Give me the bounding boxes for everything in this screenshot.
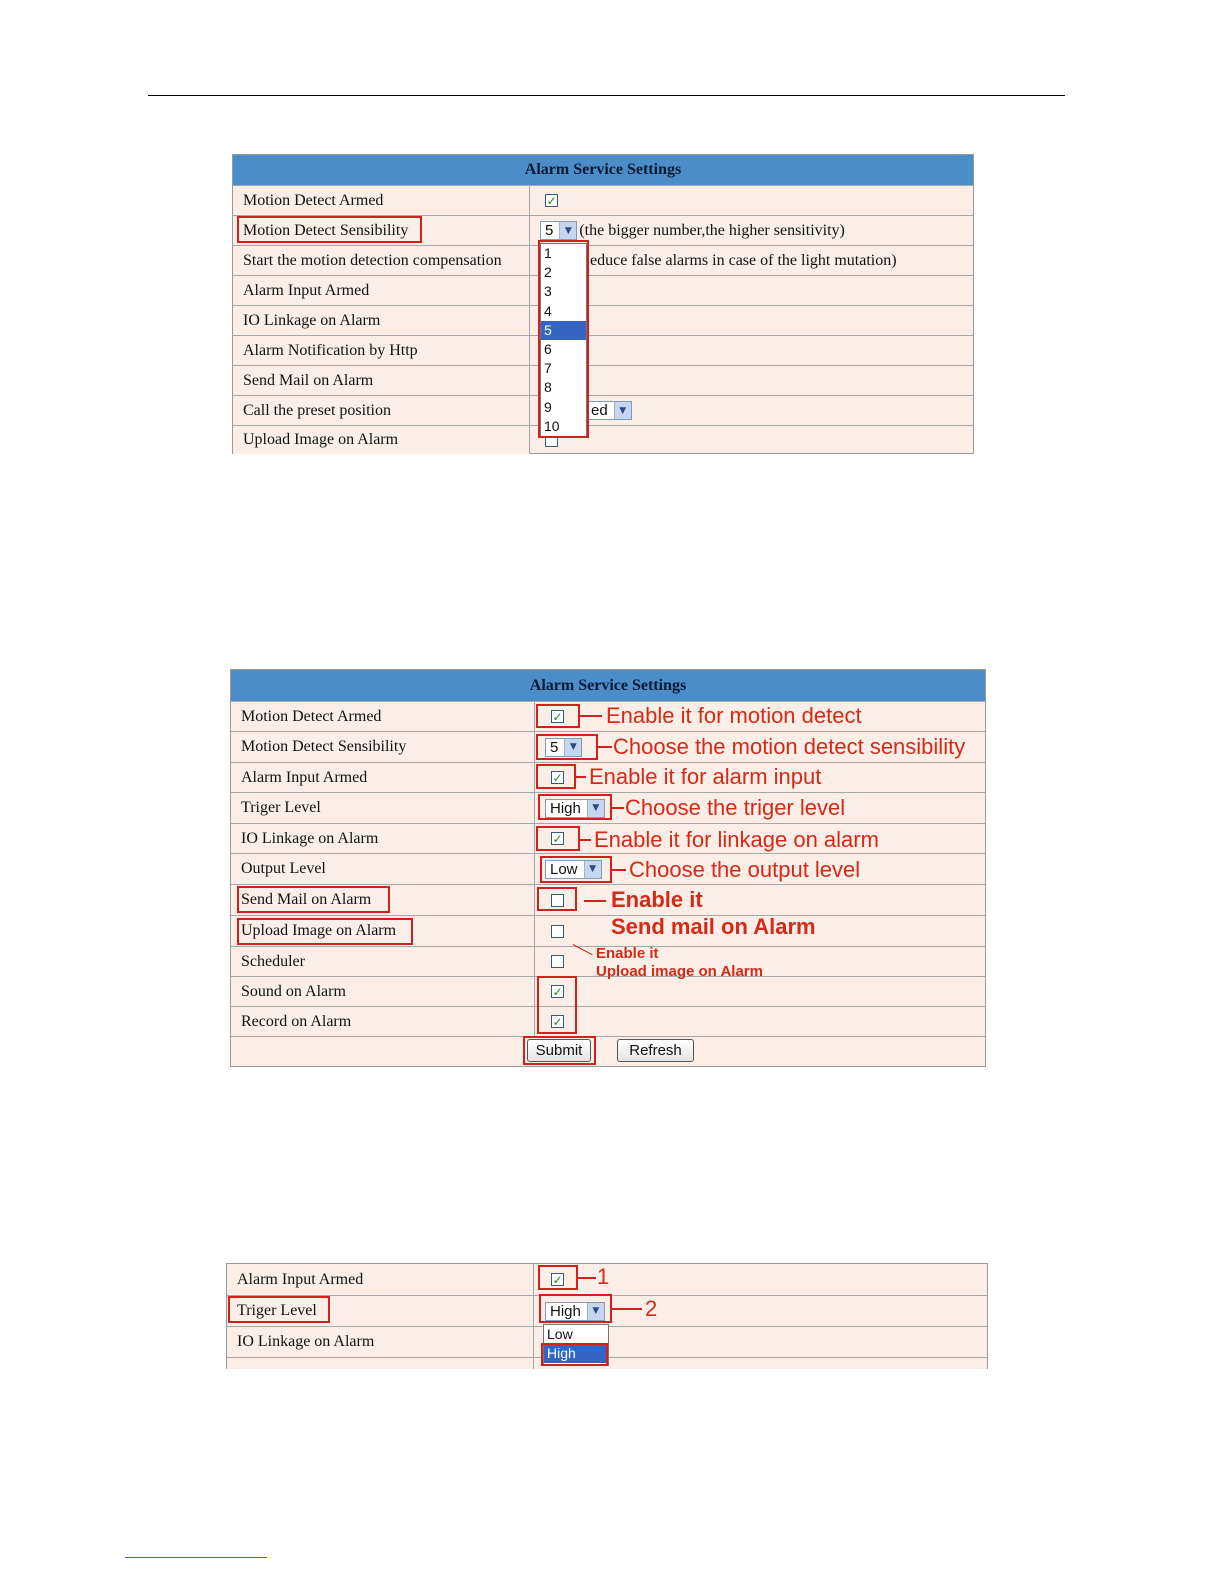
row-label: Triger Level: [231, 793, 535, 823]
highlight-box: [536, 826, 580, 851]
chevron-down-icon: ▼: [559, 222, 576, 239]
row-label: Output Level: [231, 854, 535, 884]
select-value: Low: [550, 860, 578, 878]
highlight-box: [541, 1343, 608, 1366]
select-value: ed: [591, 402, 608, 419]
row-label: Sound on Alarm: [231, 977, 535, 1006]
upload-image-checkbox[interactable]: [551, 925, 564, 938]
row-label: IO Linkage on Alarm: [231, 824, 535, 853]
row-label: Scheduler: [231, 947, 535, 976]
highlight-box: [537, 887, 577, 911]
highlight-box: [536, 764, 576, 789]
settings-row: [231, 976, 985, 1006]
dropdown-option[interactable]: 9: [544, 398, 552, 415]
chevron-down-icon: ▼: [614, 402, 631, 419]
settings-row: [231, 1006, 985, 1036]
highlight-box: [237, 918, 413, 945]
io-linkage-checkbox[interactable]: ✓: [552, 831, 563, 846]
highlight-box: [538, 794, 612, 820]
select-value: 5: [550, 738, 559, 756]
row-label: Alarm Input Armed: [231, 763, 535, 792]
highlight-box: [537, 976, 577, 1034]
row-label: Send Mail on Alarm: [233, 366, 530, 395]
annotation-text: Choose the motion detect sensibility: [613, 734, 966, 759]
alarm-settings-panel-1: [232, 154, 974, 454]
connector-line: [580, 839, 591, 841]
row-label: Alarm Input Armed: [233, 276, 530, 305]
settings-row: [233, 185, 973, 215]
dropdown-option-selected[interactable]: High: [544, 1344, 608, 1363]
row-label: Call the preset position: [233, 396, 530, 425]
row-label: Record on Alarm: [231, 1007, 535, 1036]
scheduler-checkbox[interactable]: [551, 955, 564, 968]
settings-row: [233, 335, 973, 365]
highlight-box: [536, 734, 598, 760]
annotation-text: Enable it for alarm input: [589, 764, 822, 789]
highlight-box: [228, 1296, 330, 1323]
connector-line: [578, 1277, 596, 1279]
dropdown-option[interactable]: 1: [544, 245, 552, 261]
dropdown-option[interactable]: 7: [544, 360, 552, 377]
select-value: High: [550, 799, 581, 817]
dropdown-option[interactable]: 8: [544, 379, 552, 396]
annotation-text: Upload image on Alarm: [596, 963, 763, 980]
row-label: Alarm Input Armed: [227, 1264, 534, 1295]
row-label: Motion Detect Armed: [233, 186, 530, 215]
row-label: Motion Detect Sensibility: [233, 216, 530, 245]
chevron-down-icon: ▼: [587, 800, 604, 817]
connector-line: [584, 900, 606, 902]
settings-row: [233, 365, 973, 395]
settings-row: [233, 245, 973, 275]
sensibility-note: (the bigger number,the higher sensitivity): [579, 221, 845, 239]
dropdown-option-selected[interactable]: 5: [541, 321, 586, 340]
settings-row: [233, 275, 973, 305]
motion-detect-armed-checkbox[interactable]: ✓: [552, 709, 563, 724]
row-label: Motion Detect Sensibility: [231, 732, 535, 762]
submit-button[interactable]: Submit: [527, 1039, 591, 1062]
sensibility-select[interactable]: [540, 221, 577, 240]
panel-title: Alarm Service Settings: [233, 155, 973, 185]
footer-rule: [125, 1557, 267, 1558]
row-label: Upload Image on Alarm: [233, 426, 530, 454]
highlight-box: [237, 886, 390, 913]
connector-line: [576, 776, 586, 778]
highlight-box: [523, 1036, 596, 1065]
row-label: Upload Image on Alarm: [231, 916, 535, 946]
connector-line: [612, 1308, 642, 1310]
row-label: Alarm Notification by Http: [233, 336, 530, 365]
chevron-down-icon: ▼: [564, 739, 581, 756]
header-rule: [148, 95, 1065, 96]
preset-select[interactable]: [588, 401, 632, 420]
annotation-text: Enable it: [596, 945, 659, 962]
record-on-alarm-checkbox[interactable]: ✓: [552, 1014, 563, 1029]
row-label: Start the motion detection compensation: [233, 246, 530, 275]
annotation-text: Enable it for motion detect: [606, 703, 862, 728]
highlight-box: [538, 1265, 578, 1290]
dropdown-option[interactable]: 4: [544, 302, 552, 319]
refresh-button[interactable]: Refresh: [617, 1039, 694, 1062]
annotation-text: Choose the output level: [629, 857, 861, 882]
compensation-note: educe false alarms in case of the light mutation): [590, 251, 897, 269]
row-label: IO Linkage on Alarm: [233, 306, 530, 335]
select-value: 5: [545, 222, 554, 239]
button-row: [231, 1036, 985, 1067]
highlight-box: [538, 240, 589, 438]
annotation-text: Enable it: [611, 887, 703, 912]
highlight-box: [540, 856, 612, 883]
chevron-down-icon: ▼: [587, 1303, 604, 1320]
row-label: Motion Detect Armed: [231, 702, 535, 731]
connector-line: [580, 715, 602, 717]
chevron-down-icon: ▼: [584, 861, 601, 878]
dropdown-option[interactable]: 3: [544, 283, 552, 300]
row-label: IO Linkage on Alarm: [227, 1327, 534, 1357]
annotation-text: Choose the triger level: [625, 795, 846, 820]
panel-title: Alarm Service Settings: [231, 670, 985, 701]
annotation-text: Send mail on Alarm: [611, 914, 816, 939]
motion-detect-armed-checkbox[interactable]: ✓: [546, 193, 557, 208]
row-label: Triger Level: [227, 1296, 534, 1326]
annotation-text: Enable it for linkage on alarm: [594, 827, 879, 852]
row-label-cut: [227, 1358, 534, 1369]
dropdown-option[interactable]: Low: [547, 1326, 573, 1342]
connector-line: [598, 746, 612, 748]
dropdown-option[interactable]: 10: [544, 417, 560, 434]
alarm-input-armed-checkbox[interactable]: ✓: [552, 770, 563, 785]
select-value: High: [550, 1302, 581, 1320]
row-label: Send Mail on Alarm: [231, 885, 535, 915]
highlight-box: [237, 216, 422, 243]
alarm-input-armed-checkbox[interactable]: ✓: [552, 1272, 563, 1287]
connector-line: [612, 869, 626, 871]
sound-on-alarm-checkbox[interactable]: ✓: [552, 984, 563, 999]
settings-row: [233, 425, 973, 454]
marker-2: 2: [645, 1296, 658, 1321]
highlight-box: [536, 704, 580, 728]
connector-line: [612, 807, 624, 809]
dropdown-option[interactable]: 6: [544, 340, 552, 357]
settings-row: [233, 305, 973, 335]
settings-row: [233, 395, 973, 425]
dropdown-option[interactable]: 2: [544, 264, 552, 281]
highlight-box: [539, 1294, 612, 1323]
marker-1: 1: [597, 1264, 610, 1289]
